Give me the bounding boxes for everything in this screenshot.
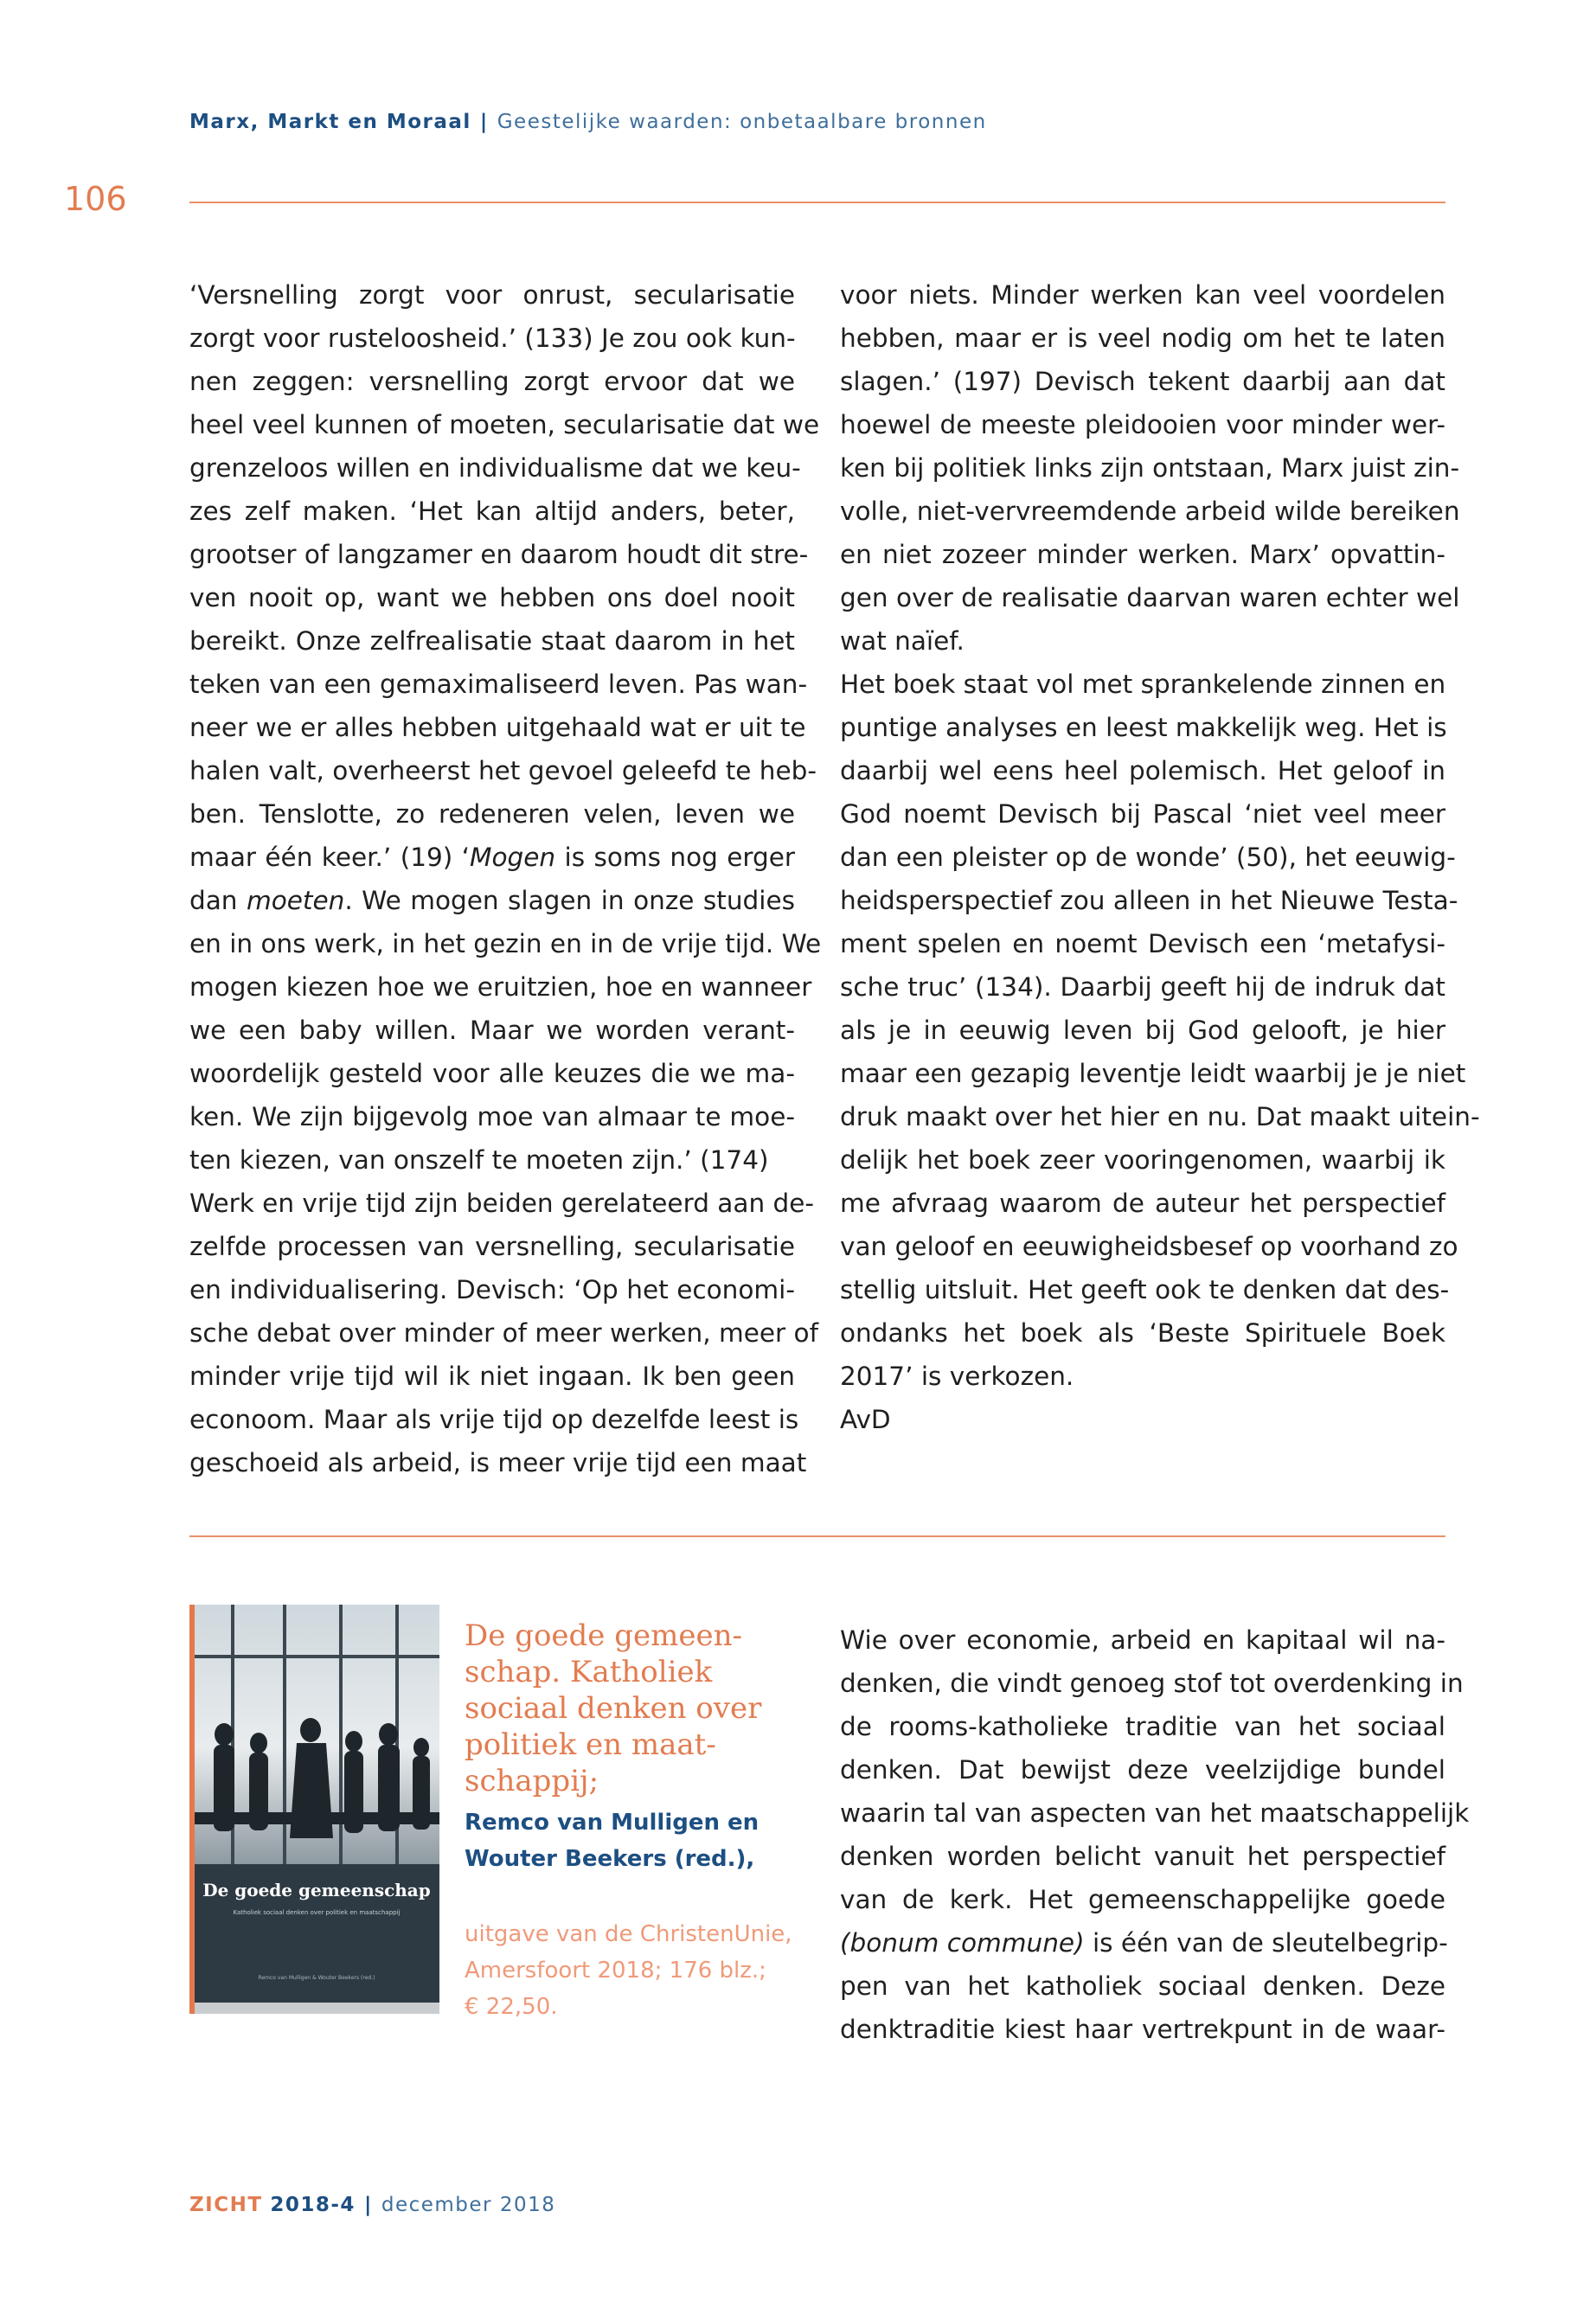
header-separator: | [479, 111, 489, 133]
text-line: denktraditie kiest haar vertrekpunt in de waar- [840, 2015, 1445, 2044]
text-line: maar één keer.’ (19) ‘Mogen is soms nog erger [189, 843, 795, 872]
text-line: sche truc’ (134). Daarbij geeft hij de indruk dat [840, 972, 1445, 1002]
text-line: als je in eeuwig leven bij God gelooft, je hier [840, 1016, 1445, 1045]
text-line: De goede gemeen- [465, 1618, 742, 1653]
text-line: minder vrije tijd wil ik niet ingaan. Ik ben geen [189, 1362, 795, 1391]
text-line: pen van het katholiek sociaal denken. Deze [840, 1971, 1445, 2001]
book-authors [465, 1804, 759, 1877]
text-line: politiek en maat- [465, 1727, 716, 1762]
text-line: sociaal denken over [465, 1691, 762, 1726]
footer [189, 2194, 555, 2216]
text-line: ken bij politiek links zijn ontstaan, Marx juist zin- [840, 453, 1460, 483]
text-line: ‘Versnelling zorgt voor onrust, secularisatie [189, 280, 795, 310]
text-line: delijk het boek zeer vooringenomen, waarbij ik [840, 1145, 1445, 1175]
magazine-name: ZICHT [189, 2194, 263, 2216]
page-number: 106 [64, 180, 127, 218]
text-line: heidsperspectief zou alleen in het Nieuwe Testa- [840, 886, 1458, 915]
text-line: Wie over economie, arbeid en kapitaal wil na- [840, 1625, 1445, 1655]
text-line: Amersfoort 2018; 176 blz.; [465, 1958, 766, 1984]
text-line: maar een gezapig leventje leidt waarbij je je niet [840, 1059, 1466, 1088]
text-line: AvD [840, 1405, 891, 1434]
section-divider [189, 1535, 1445, 1537]
running-header [189, 111, 987, 133]
text-line: zorgt voor rusteloosheid.’ (133) Je zou ook kun- [189, 324, 796, 353]
text-line: hebben, maar er is veel nodig om het te laten [840, 324, 1445, 353]
text-line: God noemt Devisch bij Pascal ‘niet veel meer [840, 799, 1445, 829]
text-line: econoom. Maar als vrije tijd op dezelfde leest is [189, 1405, 799, 1434]
issue-number: 2018-4 [270, 2194, 356, 2216]
text-line: gen over de realisatie daarvan waren echter wel [840, 583, 1460, 612]
text-line: sche debat over minder of meer werken, meer of [189, 1318, 818, 1348]
text-line: grootser of langzamer en daarom houdt dit stre- [189, 540, 809, 569]
cover-editors: Remco van Mulligen & Wouter Beekers (red.) [258, 1975, 375, 1981]
right-column [840, 273, 1480, 1441]
text-line: waarin tal van aspecten van het maatschappelijk [840, 1798, 1470, 1828]
text-line: stellig uitsluit. Het geeft ook te denken dat des- [840, 1275, 1450, 1304]
text-line: teken van een gemaximaliseerd leven. Pas wan- [189, 670, 808, 699]
text-line: 2017’ is verkozen. [840, 1362, 1074, 1391]
cover-title: De goede gemeenschap [202, 1880, 431, 1900]
text-line: denken worden belicht vanuit het perspectief [840, 1842, 1445, 1871]
left-column [189, 273, 822, 1484]
text-line: en in ons werk, in het gezin en in de vrije tijd. We [189, 929, 822, 958]
publication-title: Marx, Markt en Moraal [189, 111, 471, 133]
text-line: volle, niet-vervreemdende arbeid wilde bereiken [840, 497, 1460, 526]
book-publication-info [465, 1916, 792, 2025]
text-line: en individualisering. Devisch: ‘Op het economi- [189, 1275, 795, 1304]
text-line: zelfde processen van versnelling, secularisatie [189, 1232, 795, 1261]
review-column [840, 1618, 1470, 2051]
text-line: dan moeten. We mogen slagen in onze studies [189, 886, 795, 915]
text-line: ten kiezen, van onszelf te moeten zijn.’ (174) [189, 1145, 769, 1175]
text-line: dan een pleister op de wonde’ (50), het eeuwig- [840, 843, 1456, 872]
text-line: van de kerk. Het gemeenschappelijke goede [840, 1885, 1445, 1914]
book-cover [189, 1605, 439, 2014]
text-line: neer we er alles hebben uitgehaald wat er uit te [189, 713, 806, 742]
text-line: (bonum commune) is één van de sleutelbegrip- [840, 1928, 1448, 1958]
text-line: ben. Tenslotte, zo redeneren velen, leven we [189, 799, 795, 829]
text-line: van geloof en eeuwigheidsbesef op voorhand zo [840, 1232, 1458, 1261]
text-line: uitgave van de ChristenUnie, [465, 1921, 792, 1947]
text-line: zes zelf maken. ‘Het kan altijd anders, beter, [189, 497, 795, 526]
text-line: € 22,50. [465, 1994, 558, 2020]
text-line: Werk en vrije tijd zijn beiden gerelateerd aan de- [189, 1189, 815, 1218]
text-line: de rooms-katholieke traditie van het sociaal [840, 1712, 1445, 1741]
text-line: grenzeloos willen en individualisme dat we keu- [189, 453, 801, 483]
text-line: denken, die vindt genoeg stof tot overdenking in [840, 1669, 1464, 1698]
text-line: bereikt. Onze zelfrealisatie staat daarom in het [189, 626, 795, 656]
cover-subtitle: Katholiek sociaal denken over politiek en maatschappij [233, 1909, 401, 1916]
text-line: woordelijk gesteld voor alle keuzes die we ma- [189, 1059, 795, 1088]
issue-date: december 2018 [381, 2194, 556, 2216]
book-title [465, 1618, 785, 1799]
text-line: mogen kiezen hoe we eruitzien, hoe en wanneer [189, 972, 812, 1002]
text-line: ment spelen en noemt Devisch een ‘metafysi- [840, 929, 1445, 958]
text-line: hoewel de meeste pleidooien voor minder wer- [840, 410, 1445, 439]
footer-separator: | [363, 2194, 373, 2216]
header-rule [189, 202, 1445, 203]
text-line: Het boek staat vol met sprankelende zinnen en [840, 670, 1446, 699]
text-line: ven nooit op, want we hebben ons doel nooit [189, 583, 795, 612]
text-line: me afvraag waarom de auteur het perspectief [840, 1189, 1445, 1218]
text-line: Remco van Mulligen en [465, 1810, 760, 1836]
section-title: Geestelijke waarden: onbetaalbare bronnen [497, 111, 987, 133]
text-line: heel veel kunnen of moeten, secularisatie dat we [189, 410, 820, 439]
text-line: druk maakt over het hier en nu. Dat maakt uitein- [840, 1102, 1480, 1131]
text-line: ondanks het boek als ‘Beste Spirituele Boek [840, 1318, 1445, 1348]
text-line: en niet zozeer minder werken. Marx’ opvattin- [840, 540, 1445, 569]
text-line: schappij; [465, 1764, 599, 1798]
text-line: voor niets. Minder werken kan veel voordelen [840, 280, 1445, 310]
text-line: ken. We zijn bijgevolg moe van almaar te moe- [189, 1102, 795, 1131]
text-line: wat naïef. [840, 626, 965, 656]
text-line: halen valt, overheerst het gevoel geleefd te heb- [189, 756, 817, 785]
text-line: Wouter Beekers (red.), [465, 1846, 755, 1872]
text-line: schap. Katholiek [465, 1655, 713, 1689]
text-line: nen zeggen: versnelling zorgt ervoor dat we [189, 367, 795, 396]
text-line: geschoeid als arbeid, is meer vrije tijd een maat [189, 1448, 807, 1477]
text-line: daarbij wel eens heel polemisch. Het geloof in [840, 756, 1445, 785]
text-line: slagen.’ (197) Devisch tekent daarbij aan dat [840, 367, 1445, 396]
text-line: puntige analyses en leest makkelijk weg. Het is [840, 713, 1447, 742]
text-line: we een baby willen. Maar we worden verant- [189, 1016, 795, 1045]
text-line: denken. Dat bewijst deze veelzijdige bundel [840, 1755, 1445, 1785]
